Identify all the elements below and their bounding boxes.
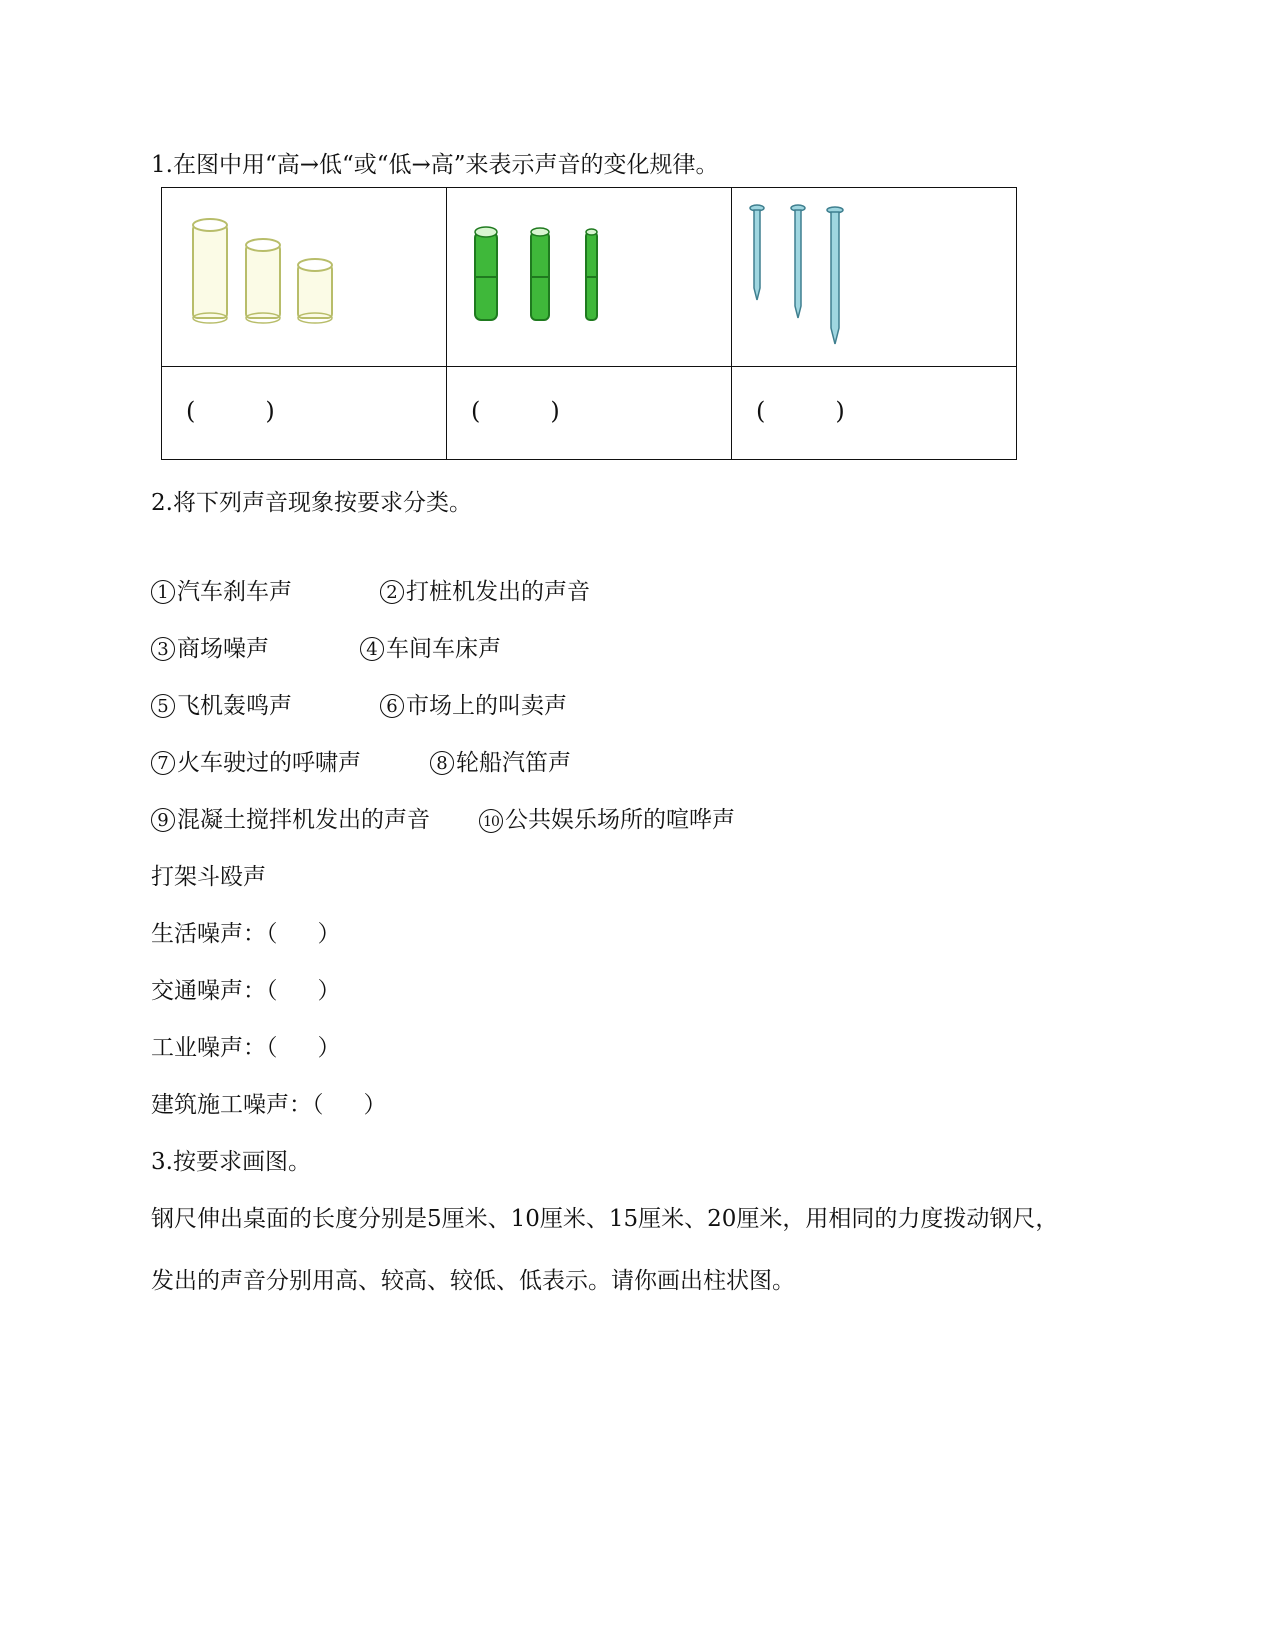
list-item: 1 汽车刹车声 — [151, 577, 292, 607]
cup-short — [298, 259, 332, 323]
nail-short — [750, 205, 764, 300]
list-item: 6 市场上的叫卖声 — [380, 691, 567, 721]
list-item: 8 轮船汽笛声 — [430, 748, 571, 778]
category-living[interactable]: 生活噪声：（ ） — [151, 921, 341, 947]
list-item: 9 混凝土搅拌机发出的声音 — [151, 805, 430, 835]
list-item: 7 火车驶过的呼啸声 — [151, 748, 361, 778]
list-item: 2 打桩机发出的声音 — [380, 577, 590, 607]
bamboo-tubes-illustration — [447, 188, 731, 366]
list-item: 5 飞机轰鸣声 — [151, 691, 292, 721]
answer-cell-3[interactable]: ( ) — [732, 367, 1017, 460]
list-item: 3 商场噪声 — [151, 634, 269, 664]
list-item: 4 车间车床声 — [360, 634, 501, 664]
q1-title: 1.在图中用“高→低“或“低→高”来表示声音的变化规律。 — [151, 152, 719, 178]
glass-cups-illustration — [162, 188, 446, 366]
bamboo-thick — [475, 227, 497, 320]
cup-tall — [193, 219, 227, 323]
category-traffic[interactable]: 交通噪声：（ ） — [151, 978, 341, 1004]
cell-nails — [732, 188, 1017, 367]
extra-item: 打架斗殴声 — [151, 864, 266, 890]
category-industrial[interactable]: 工业噪声：（ ） — [151, 1035, 341, 1061]
q3-text-line-1: 钢尺伸出桌面的长度分别是5厘米、10厘米、15厘米、20厘米，用相同的力度拨动钢尺， — [151, 1206, 1059, 1232]
answer-cell-1[interactable]: ( ) — [162, 367, 447, 460]
nail-long — [827, 207, 843, 344]
nails-illustration — [732, 188, 1016, 366]
cell-glass-cups — [162, 188, 447, 367]
q2-title: 2.将下列声音现象按要求分类。 — [151, 490, 472, 516]
q3-text-line-2: 发出的声音分别用高、较高、较低、低表示。请你画出柱状图。 — [151, 1268, 795, 1294]
cell-bamboo-tubes — [447, 188, 732, 367]
list-item: 10 公共娱乐场所的喧哗声 — [479, 805, 735, 835]
nail-medium — [791, 205, 805, 318]
answer-cell-2[interactable]: ( ) — [447, 367, 732, 460]
q3-title: 3.按要求画图。 — [151, 1149, 311, 1175]
bamboo-thin — [586, 229, 597, 320]
q1-figure-table — [161, 187, 1017, 460]
bamboo-medium — [531, 228, 549, 320]
cup-medium — [246, 239, 280, 323]
category-construction[interactable]: 建筑施工噪声：（ ） — [151, 1092, 387, 1118]
